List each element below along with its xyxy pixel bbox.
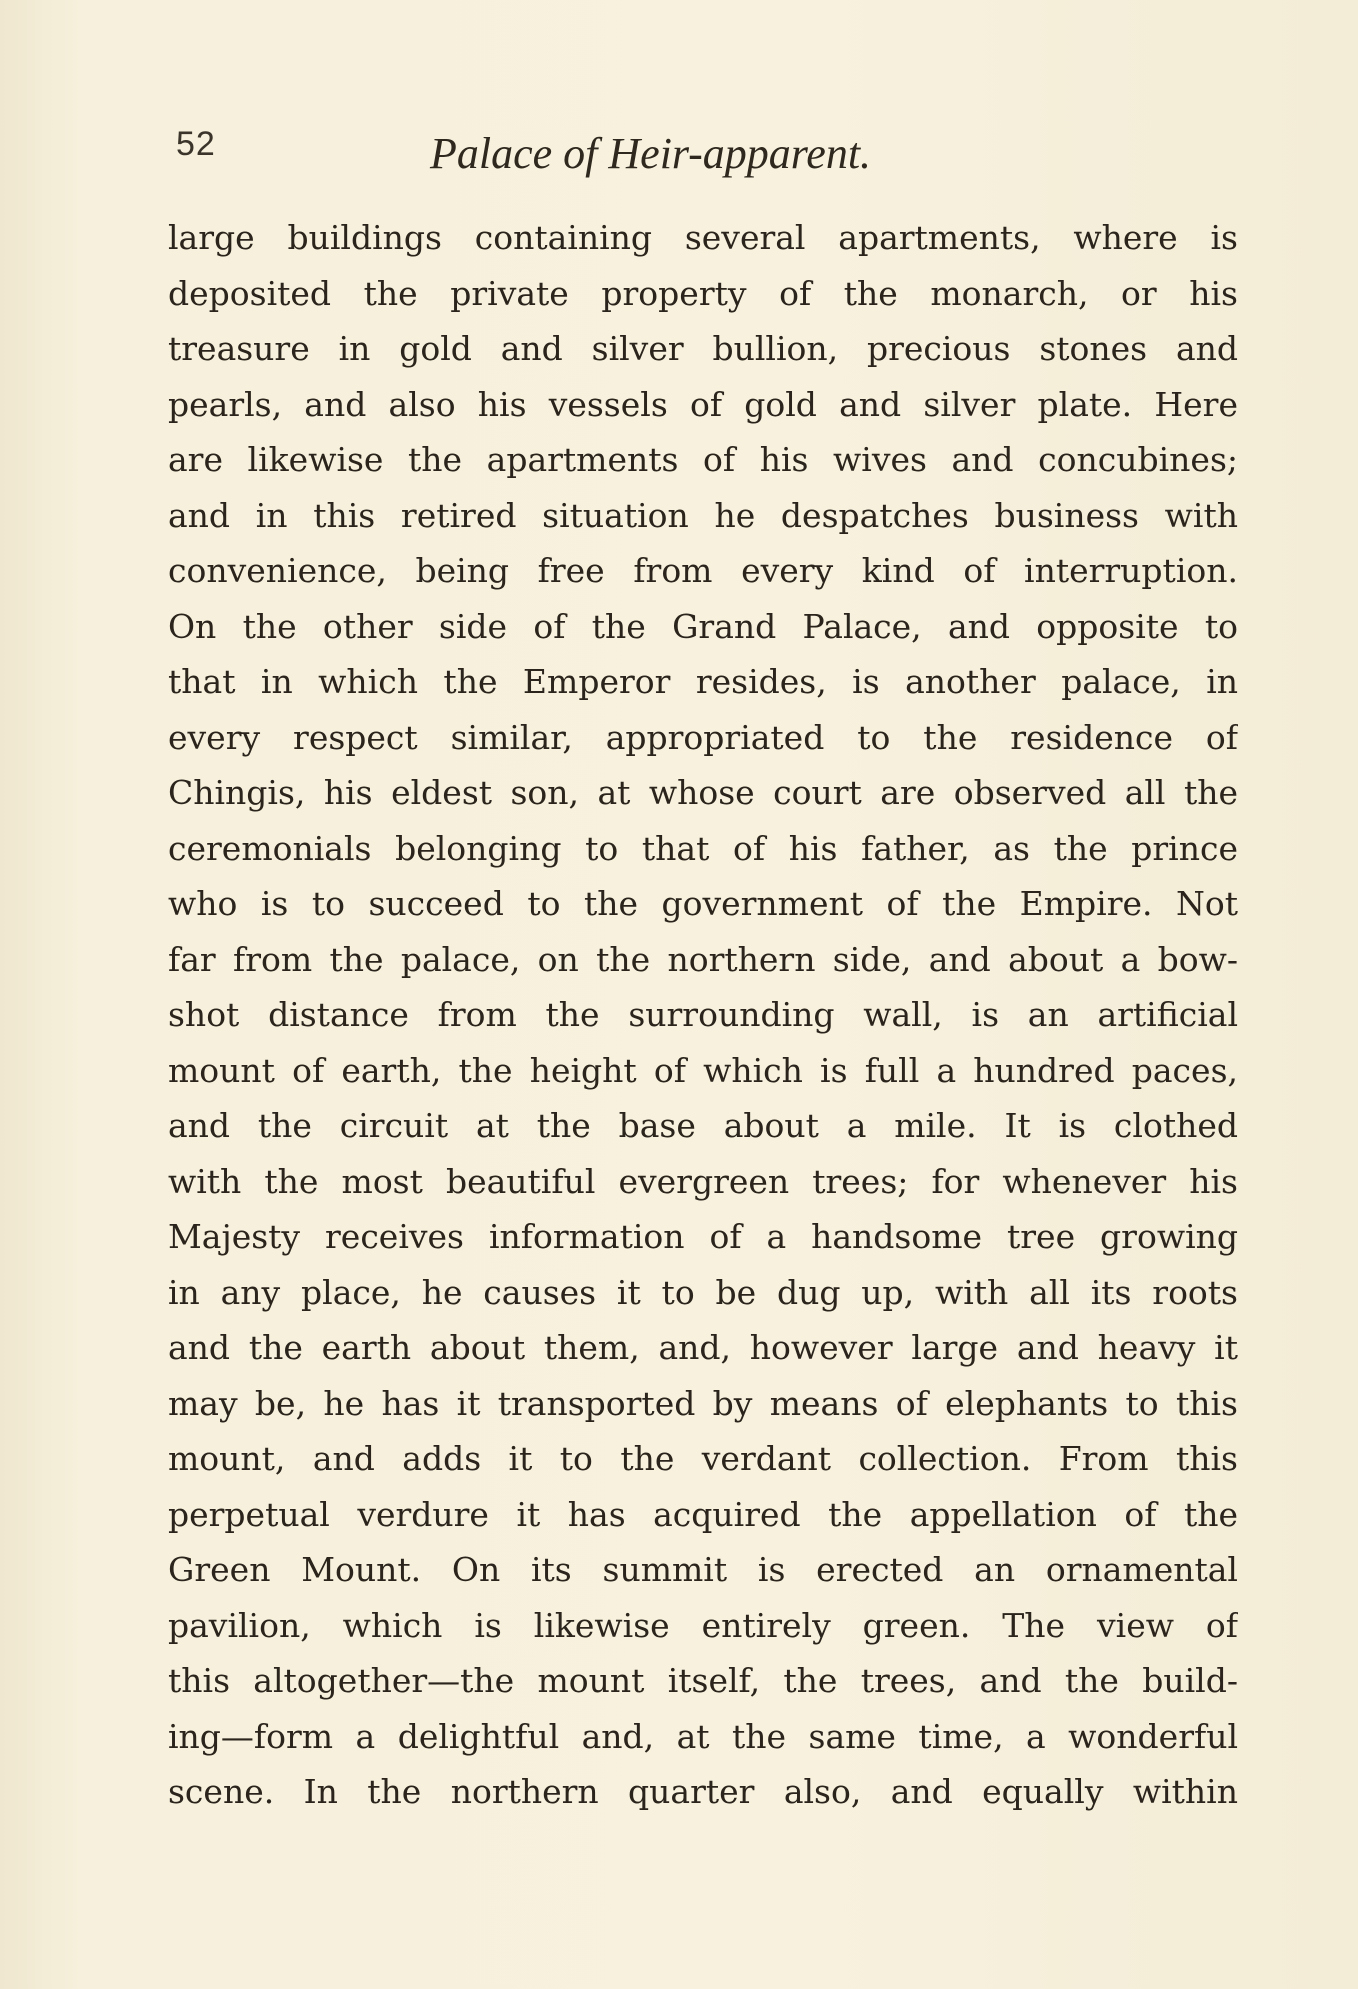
page-number: 52: [176, 125, 216, 163]
text-line: and the earth about them, and, however large and heavy it: [168, 1328, 1238, 1367]
text-line: Green Mount. On its summit is erected an ornamental: [168, 1550, 1238, 1589]
text-line: mount of earth, the height of which is full a hundred paces,: [168, 1050, 1238, 1090]
text-line: mount, and adds it to the verdant collection. From this: [168, 1439, 1238, 1478]
text-line: this altogether—the mount itself, the trees, and the build-: [168, 1661, 1238, 1700]
body-text: [168, 210, 1238, 1820]
text-line: large buildings containing several apartments, where is: [168, 218, 1238, 257]
text-line: treasure in gold and silver bullion, precious stones and: [168, 329, 1238, 368]
running-title: Palace of Heir-apparent.: [430, 129, 872, 178]
text-line: and in this retired situation he despatches business with: [168, 495, 1238, 535]
text-line: On the other side of the Grand Palace, and opposite to: [168, 606, 1238, 646]
text-line: who is to succeed to the government of the Empire. Not: [168, 884, 1238, 923]
text-line: pearls, and also his vessels of gold and silver plate. Here: [168, 384, 1238, 424]
text-line: perpetual verdure it has acquired the appellation of the: [168, 1494, 1238, 1534]
text-line: with the most beautiful evergreen trees; for whenever his: [168, 1161, 1238, 1201]
text-line: every respect similar, appropriated to the residence of: [168, 717, 1238, 757]
text-line: scene. In the northern quarter also, and equally within: [168, 1772, 1238, 1811]
text-line: and the circuit at the base about a mile. It is clothed: [168, 1106, 1238, 1145]
text-line: pavilion, which is likewise entirely green. The view of: [168, 1605, 1238, 1645]
text-line: convenience, being free from every kind of interruption.: [168, 551, 1238, 590]
text-line: ceremonials belonging to that of his father, as the prince: [168, 828, 1238, 868]
text-line: Chingis, his eldest son, at whose court are observed all the: [168, 773, 1238, 812]
text-line: in any place, he causes it to be dug up, with all its roots: [168, 1272, 1238, 1312]
text-line: far from the palace, on the northern side, and about a bow-: [168, 939, 1238, 979]
text-line: ing—form a delightful and, at the same time, a wonderful: [168, 1716, 1238, 1756]
text-line: are likewise the apartments of his wives and concubines;: [168, 440, 1238, 479]
text-line: Majesty receives information of a handsome tree growing: [168, 1217, 1238, 1256]
text-line: shot distance from the surrounding wall, is an artificial: [168, 995, 1238, 1034]
text-line: that in which the Emperor resides, is another palace, in: [168, 662, 1238, 701]
text-line: may be, he has it transported by means of elephants to this: [168, 1383, 1238, 1423]
text-line: deposited the private property of the monarch, or his: [168, 273, 1238, 313]
